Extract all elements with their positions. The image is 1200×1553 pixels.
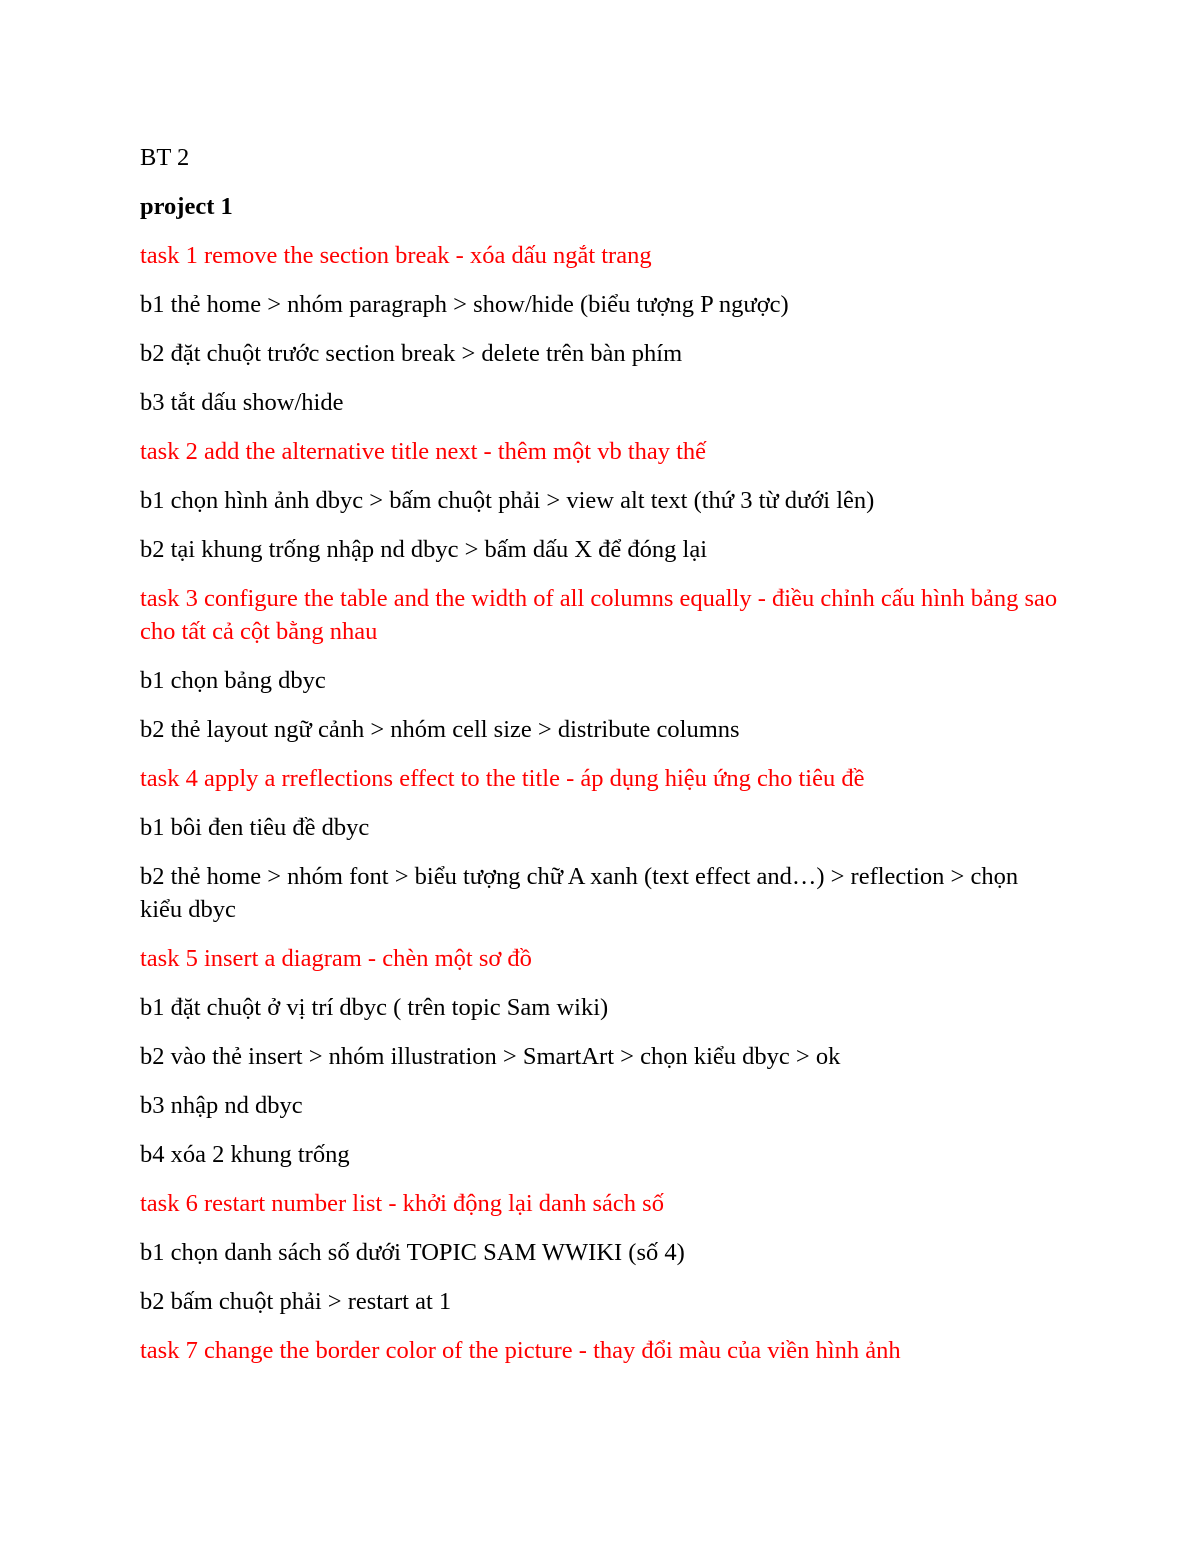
step-line: b2 tại khung trống nhập nd dbyc > bấm dấu X để đóng lại	[140, 536, 708, 563]
step-line: b1 chọn hình ảnh dbyc > bấm chuột phải > view alt text (thứ 3 từ dưới lên)	[140, 487, 875, 514]
task-line: task 4 apply a rreflections effect to the title - áp dụng hiệu ứng cho tiêu đề	[140, 765, 865, 792]
step-line: b2 bấm chuột phải > restart at 1	[140, 1288, 452, 1315]
step-line: b2 vào thẻ insert > nhóm illustration > SmartArt > chọn kiểu dbyc > ok	[140, 1043, 841, 1070]
task-line: task 6 restart number list - khởi động lại danh sách số	[140, 1190, 664, 1217]
document-body	[140, 141, 1060, 1383]
document-heading: BT 2	[140, 144, 190, 171]
task-line: task 1 remove the section break - xóa dấu ngắt trang	[140, 242, 652, 269]
step-line: b3 nhập nd dbyc	[140, 1092, 303, 1119]
step-line: b1 bôi đen tiêu đề dbyc	[140, 814, 370, 841]
task-line: task 5 insert a diagram - chèn một sơ đồ	[140, 945, 532, 972]
step-line: b2 đặt chuột trước section break > delete trên bàn phím	[140, 340, 683, 367]
step-line: b1 chọn bảng dbyc	[140, 667, 326, 694]
step-line: b1 thẻ home > nhóm paragraph > show/hide (biểu tượng P ngược)	[140, 291, 789, 318]
step-line: b1 chọn danh sách số dưới TOPIC SAM WWIKI (số 4)	[140, 1239, 685, 1266]
task-line: task 7 change the border color of the picture - thay đổi màu của viền hình ảnh	[140, 1337, 901, 1364]
step-line: b2 thẻ layout ngữ cảnh > nhóm cell size > distribute columns	[140, 716, 740, 743]
step-line: b1 đặt chuột ở vị trí dbyc ( trên topic Sam wiki)	[140, 994, 609, 1021]
task-line: task 2 add the alternative title next - thêm một vb thay thế	[140, 438, 707, 465]
task-line: task 3 configure the table and the width of all columns equally - điều chỉnh cấu hình bảng sao cho tất cả cột bằng nhau	[140, 585, 1058, 645]
step-line: b3 tắt dấu show/hide	[140, 389, 344, 416]
project-title: project 1	[140, 193, 233, 220]
step-line: b2 thẻ home > nhóm font > biểu tượng chữ A xanh (text effect and…) > reflection > chọn kiểu dbyc	[140, 863, 1019, 923]
step-line: b4 xóa 2 khung trống	[140, 1141, 350, 1168]
